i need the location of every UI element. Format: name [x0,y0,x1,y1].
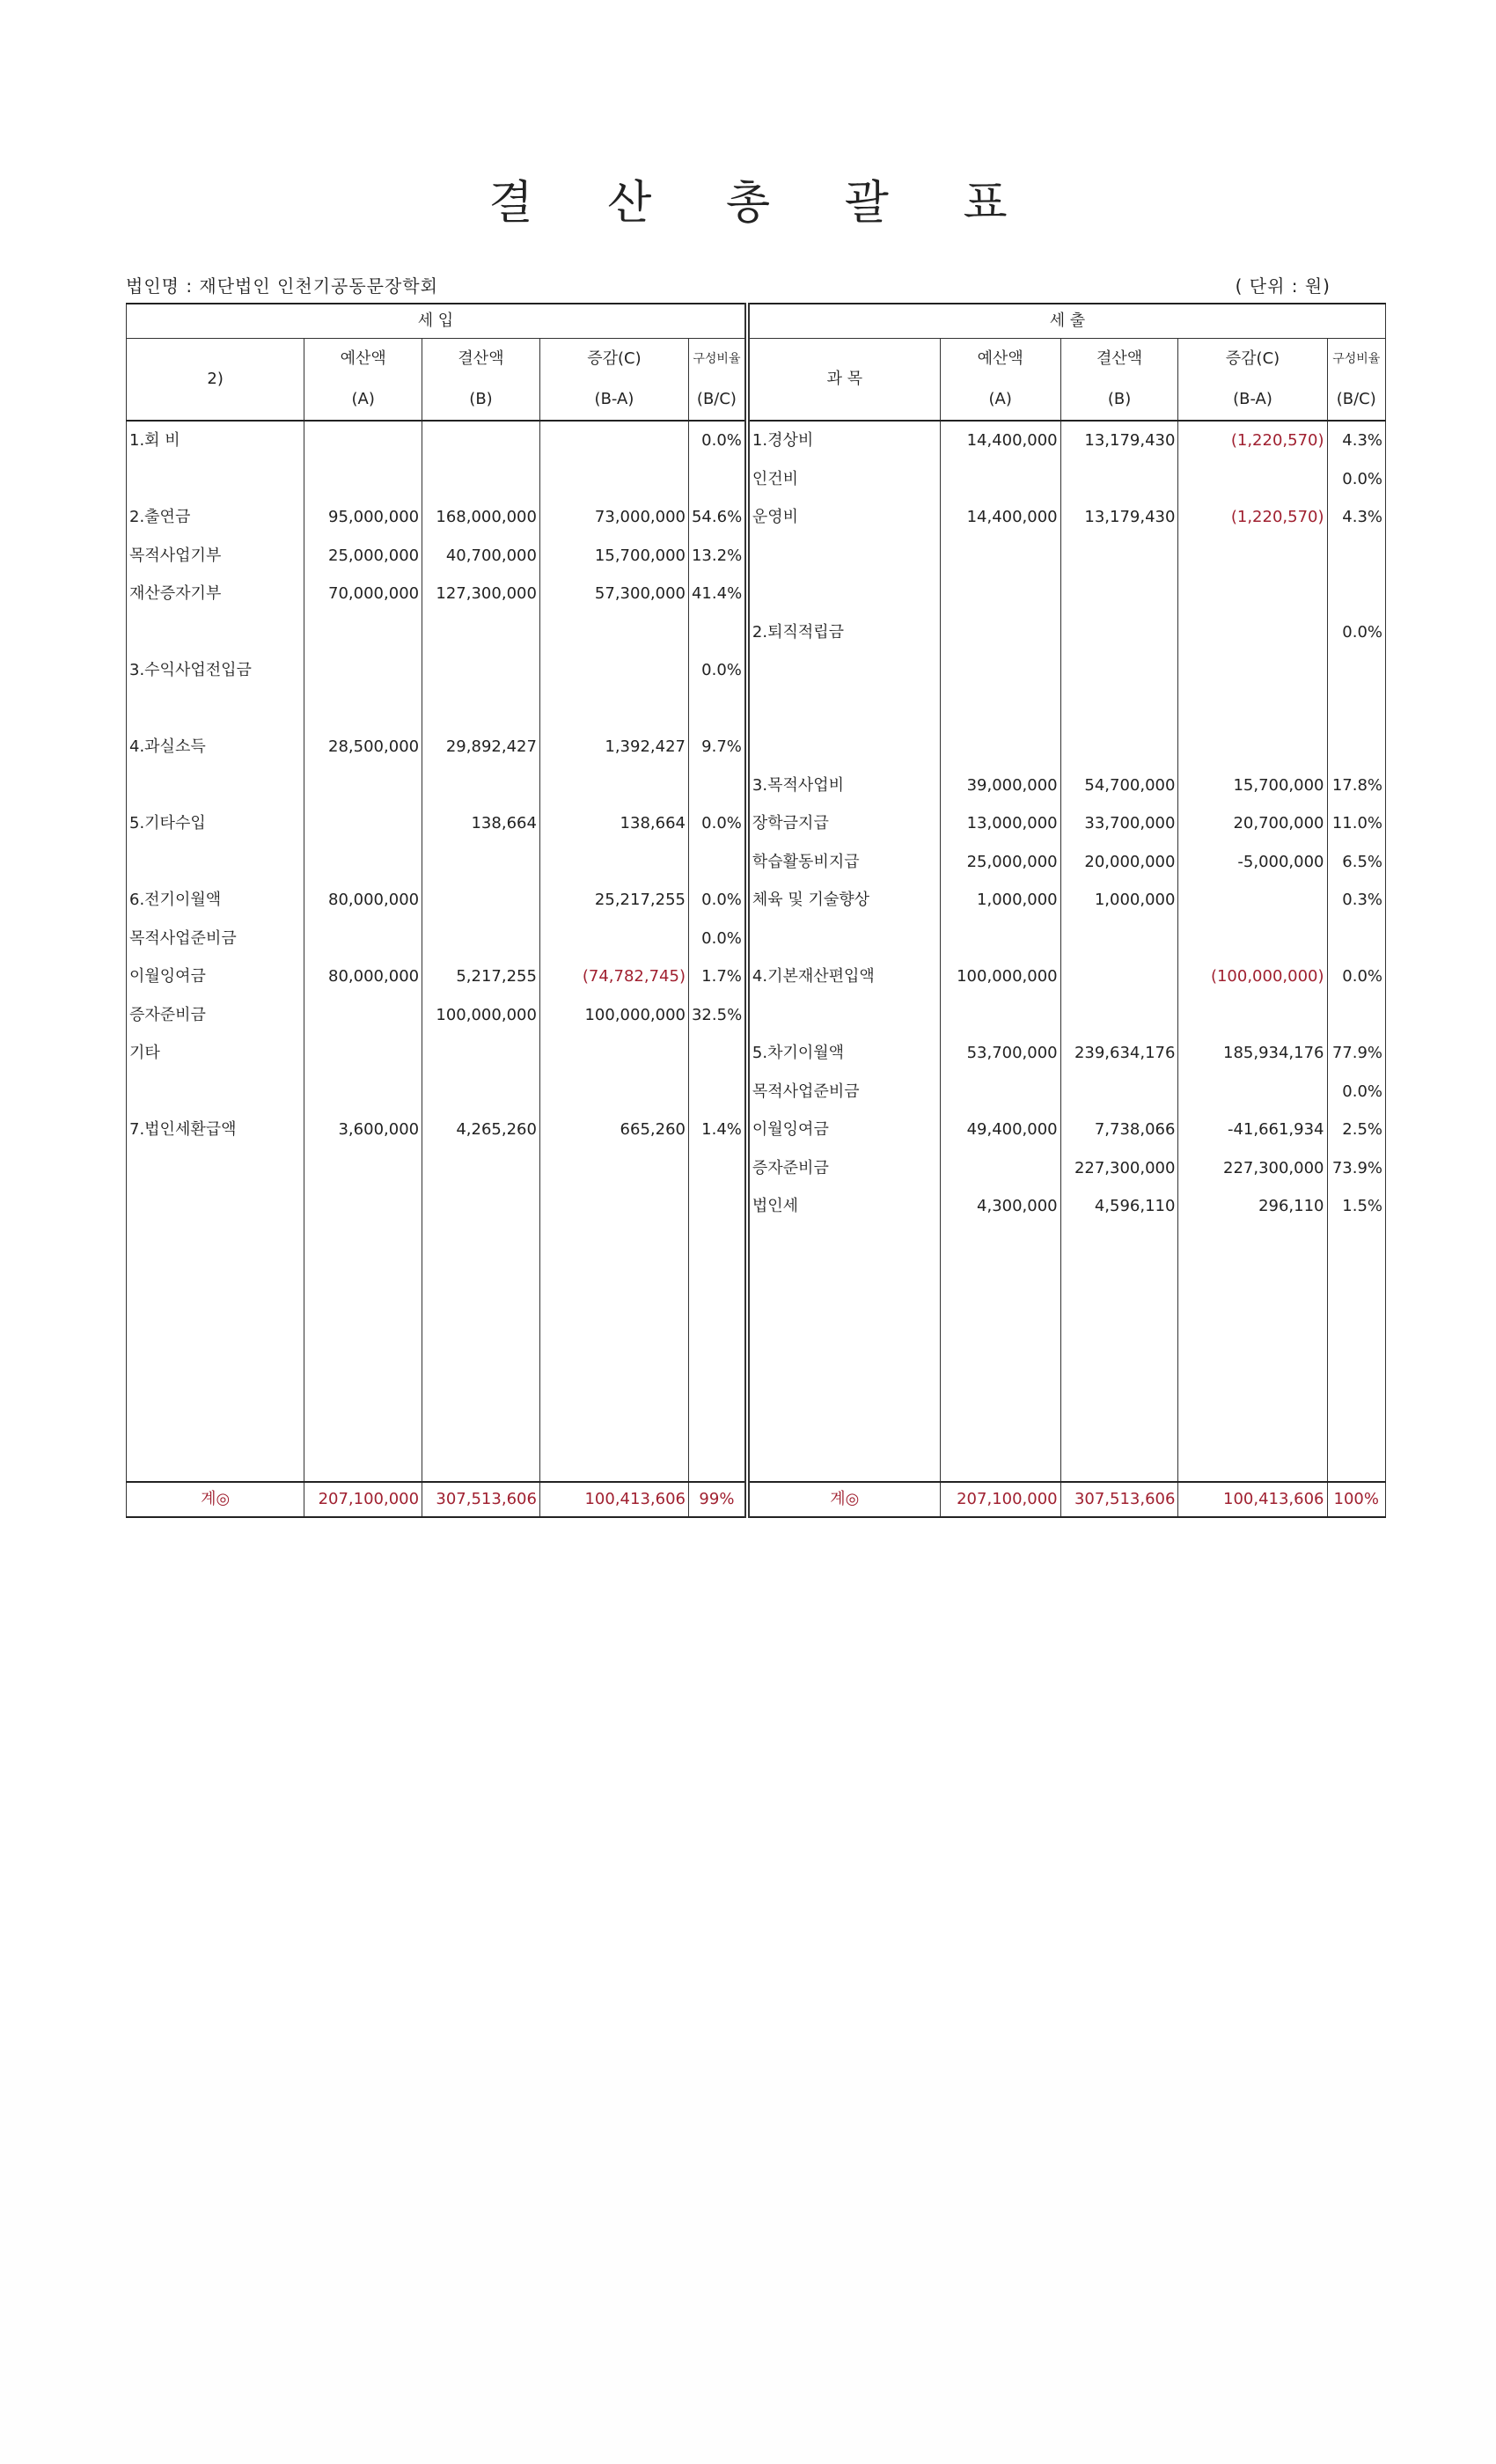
income-ratio-cell [688,1187,746,1226]
expense-item-label [747,728,940,766]
income-item-label: 6.전기이월액 [127,881,304,920]
expense-header: 세 출 [747,304,1386,339]
table-row [127,690,1386,729]
expense-settled-cell [1060,996,1178,1035]
expense-ba-header: (B-A) [1178,379,1327,421]
blank-cell [1178,1226,1327,1482]
expense-change-cell: (1,220,570) [1178,498,1327,537]
table-row [127,575,1386,613]
income-item-label: 재산증자기부 [127,575,304,613]
table-row [127,804,1386,843]
income-ratio-cell: 0.0% [688,421,746,460]
income-ratio-cell: 1.7% [688,957,746,996]
expense-total-ratio: 100% [1327,1482,1385,1517]
expense-budget-cell [940,537,1060,576]
table-row [127,1149,1386,1188]
table-row [127,766,1386,805]
blank-cell [127,1226,304,1482]
income-change-cell: 138,664 [539,804,688,843]
income-change-cell [539,920,688,958]
blank-cell [539,1226,688,1482]
expense-budget-cell [940,996,1060,1035]
table-row [127,996,1386,1035]
income-settled-cell: 5,217,255 [422,957,540,996]
table-row [127,843,1386,882]
expense-item-label: 3.목적사업비 [747,766,940,805]
expense-total-change: 100,413,606 [1178,1482,1327,1517]
table-row [127,421,1386,460]
expense-ratio-cell: 0.0% [1327,1073,1385,1111]
income-item-label [127,1187,304,1226]
expense-item-label: 2.퇴직적립금 [747,613,940,652]
expense-item-label: 체육 및 기술향상 [747,881,940,920]
income-item-label [127,843,304,882]
income-change-cell: 665,260 [539,1111,688,1149]
income-settled-cell [422,881,540,920]
expense-settled-cell: 54,700,000 [1060,766,1178,805]
expense-budget-cell [940,1149,1060,1188]
income-budget-cell [304,690,422,729]
income-total-settled: 307,513,606 [422,1482,540,1517]
expense-settled-cell [1060,690,1178,729]
expense-change-cell [1178,613,1327,652]
expense-settled-cell [1060,460,1178,499]
income-budget-cell: 3,600,000 [304,1111,422,1149]
income-total-label: 계◎ [127,1482,304,1517]
unit-label: ( 단위 : 원) [1235,275,1331,297]
income-change-cell: 1,392,427 [539,728,688,766]
total-row [127,1482,1386,1517]
expense-ratio-cell [1327,537,1385,576]
income-settled-header: 결산액 [422,339,540,380]
income-settled-cell: 168,000,000 [422,498,540,537]
income-item-label [127,766,304,805]
expense-change-cell [1178,881,1327,920]
expense-settled-cell [1060,537,1178,576]
income-change-cell [539,1149,688,1188]
income-budget-cell [304,766,422,805]
income-ratio-cell [688,1034,746,1073]
expense-change-cell: 20,700,000 [1178,804,1327,843]
income-item-label: 7.법인세환급액 [127,1111,304,1149]
expense-total-budget: 207,100,000 [940,1482,1060,1517]
expense-ratio-cell [1327,575,1385,613]
expense-settled-cell: 227,300,000 [1060,1149,1178,1188]
expense-ratio-cell [1327,728,1385,766]
expense-item-label [747,920,940,958]
expense-item-label: 4.기본재산편입액 [747,957,940,996]
income-change-header: 증감(C) [539,339,688,380]
expense-item-label: 5.차기이월액 [747,1034,940,1073]
expense-settled-cell: 4,596,110 [1060,1187,1178,1226]
income-change-cell [539,690,688,729]
income-budget-cell [304,843,422,882]
expense-b-header: (B) [1060,379,1178,421]
expense-change-header: 증감(C) [1178,339,1327,380]
table-row [127,498,1386,537]
income-change-cell: 100,000,000 [539,996,688,1035]
income-change-cell [539,843,688,882]
blank-cell [422,1226,540,1482]
table-row [127,881,1386,920]
income-item-label [127,613,304,652]
expense-budget-cell: 1,000,000 [940,881,1060,920]
expense-change-cell: 227,300,000 [1178,1149,1327,1188]
blank-cell [1060,1226,1178,1482]
expense-item-label: 인건비 [747,460,940,499]
income-budget-cell: 95,000,000 [304,498,422,537]
table-header-row-2 [127,339,1386,380]
expense-ratio-cell: 4.3% [1327,498,1385,537]
income-budget-cell: 70,000,000 [304,575,422,613]
income-settled-cell [422,460,540,499]
blank-row [127,1226,1386,1482]
expense-a-header: (A) [940,379,1060,421]
income-budget-cell [304,804,422,843]
expense-ratio-cell: 2.5% [1327,1111,1385,1149]
expense-item-label: 증자준비금 [747,1149,940,1188]
income-settled-cell: 100,000,000 [422,996,540,1035]
income-ratio-cell: 41.4% [688,575,746,613]
expense-change-cell [1178,651,1327,690]
expense-budget-cell [940,575,1060,613]
expense-settled-cell: 1,000,000 [1060,881,1178,920]
income-budget-cell [304,613,422,652]
income-settled-cell [422,651,540,690]
income-change-cell: 57,300,000 [539,575,688,613]
income-ratio-cell [688,460,746,499]
page-margin [0,2050,1496,2464]
income-ratio-cell [688,1149,746,1188]
expense-item-label [747,996,940,1035]
income-item-label: 증자준비금 [127,996,304,1035]
income-change-cell: 15,700,000 [539,537,688,576]
income-budget-cell [304,1073,422,1111]
expense-settled-cell [1060,613,1178,652]
table-row [127,613,1386,652]
table-row [127,957,1386,996]
income-ratio-cell: 9.7% [688,728,746,766]
expense-settled-cell [1060,920,1178,958]
table-row [127,1034,1386,1073]
organization-name: 법인명 : 재단법인 인천기공동문장학회 [126,275,438,297]
expense-ratio-cell: 17.8% [1327,766,1385,805]
income-ratio-cell [688,766,746,805]
expense-budget-cell [940,460,1060,499]
income-change-cell [539,651,688,690]
income-budget-cell [304,996,422,1035]
expense-settled-header: 결산액 [1060,339,1178,380]
income-ratio-cell [688,843,746,882]
income-budget-cell [304,1034,422,1073]
income-ratio-cell [688,1073,746,1111]
expense-settled-cell: 13,179,430 [1060,421,1178,460]
expense-item-label [747,575,940,613]
expense-item-label: 법인세 [747,1187,940,1226]
income-change-cell: 73,000,000 [539,498,688,537]
page-title: 결 산 총 괄 표 [488,177,1038,230]
income-settled-cell [422,613,540,652]
expense-settled-cell [1060,1073,1178,1111]
income-item-label: 5.기타수입 [127,804,304,843]
expense-change-cell [1178,690,1327,729]
expense-settled-cell: 13,179,430 [1060,498,1178,537]
income-item-label [127,1149,304,1188]
income-settled-cell [422,1034,540,1073]
income-ratio-cell [688,613,746,652]
table-row [127,728,1386,766]
income-total-change: 100,413,606 [539,1482,688,1517]
income-settled-cell [422,1073,540,1111]
expense-ratio-cell [1327,651,1385,690]
income-settled-cell: 4,265,260 [422,1111,540,1149]
expense-budget-cell: 4,300,000 [940,1187,1060,1226]
subject-header: 과 목 [747,339,940,422]
income-item-label: 1.회 비 [127,421,304,460]
income-a-header: (A) [304,379,422,421]
income-ratio-cell: 0.0% [688,804,746,843]
income-change-cell [539,460,688,499]
expense-settled-cell: 20,000,000 [1060,843,1178,882]
income-change-cell [539,1187,688,1226]
expense-budget-cell: 49,400,000 [940,1111,1060,1149]
income-change-cell [539,1034,688,1073]
expense-bc-header: (B/C) [1327,379,1385,421]
income-settled-cell: 138,664 [422,804,540,843]
table-row [127,537,1386,576]
expense-change-cell [1178,460,1327,499]
expense-change-cell: 296,110 [1178,1187,1327,1226]
income-change-cell [539,421,688,460]
expense-budget-header: 예산액 [940,339,1060,380]
income-ratio-cell: 0.0% [688,651,746,690]
expense-ratio-cell: 6.5% [1327,843,1385,882]
income-item-label [127,1073,304,1111]
expense-change-cell [1178,996,1327,1035]
income-change-cell: (74,782,745) [539,957,688,996]
expense-budget-cell [940,613,1060,652]
income-settled-cell: 29,892,427 [422,728,540,766]
table-row [127,1187,1386,1226]
expense-change-cell [1178,728,1327,766]
expense-change-cell: -5,000,000 [1178,843,1327,882]
income-settled-cell [422,1187,540,1226]
left-label: 2) [127,339,304,422]
expense-budget-cell: 25,000,000 [940,843,1060,882]
expense-item-label [747,690,940,729]
expense-change-cell: -41,661,934 [1178,1111,1327,1149]
income-header: 세 입 [127,304,747,339]
expense-budget-cell [940,690,1060,729]
income-ratio-cell: 0.0% [688,881,746,920]
expense-budget-cell: 14,400,000 [940,498,1060,537]
income-budget-cell [304,1187,422,1226]
expense-item-label: 이월잉여금 [747,1111,940,1149]
income-item-label: 이월잉여금 [127,957,304,996]
income-budget-cell: 80,000,000 [304,957,422,996]
blank-cell [940,1226,1060,1482]
expense-ratio-cell: 0.0% [1327,613,1385,652]
expense-item-label: 운영비 [747,498,940,537]
income-item-label: 목적사업준비금 [127,920,304,958]
income-change-cell [539,766,688,805]
expense-ratio-cell: 0.3% [1327,881,1385,920]
income-change-cell [539,1073,688,1111]
table-row [127,920,1386,958]
expense-item-label: 1.경상비 [747,421,940,460]
income-budget-cell [304,651,422,690]
income-budget-cell: 25,000,000 [304,537,422,576]
expense-change-cell [1178,575,1327,613]
table-row [127,1111,1386,1149]
income-b-header: (B) [422,379,540,421]
income-ratio-cell: 54.6% [688,498,746,537]
income-budget-header: 예산액 [304,339,422,380]
expense-settled-cell: 7,738,066 [1060,1111,1178,1149]
income-ratio-cell [688,690,746,729]
table-row [127,460,1386,499]
income-change-cell [539,613,688,652]
expense-ratio-cell: 11.0% [1327,804,1385,843]
income-settled-cell [422,920,540,958]
income-settled-cell [422,1149,540,1188]
income-budget-cell [304,920,422,958]
expense-budget-cell [940,651,1060,690]
income-item-label: 3.수익사업전입금 [127,651,304,690]
blank-cell [688,1226,746,1482]
expense-budget-cell: 53,700,000 [940,1034,1060,1073]
expense-change-cell [1178,1073,1327,1111]
income-total-ratio: 99% [688,1482,746,1517]
income-settled-cell: 40,700,000 [422,537,540,576]
table-row [127,651,1386,690]
expense-budget-cell [940,920,1060,958]
table-row [127,1073,1386,1111]
income-settled-cell: 127,300,000 [422,575,540,613]
expense-change-cell: (1,220,570) [1178,421,1327,460]
income-ratio-cell: 13.2% [688,537,746,576]
income-settled-cell [422,843,540,882]
income-ratio-cell: 1.4% [688,1111,746,1149]
settlement-table [126,303,1386,1518]
expense-budget-cell: 100,000,000 [940,957,1060,996]
income-item-label: 4.과실소득 [127,728,304,766]
expense-ratio-header: 구성비율 [1327,339,1385,380]
expense-change-cell [1178,920,1327,958]
expense-settled-cell: 239,634,176 [1060,1034,1178,1073]
expense-settled-cell [1060,575,1178,613]
expense-item-label: 목적사업준비금 [747,1073,940,1111]
expense-change-cell: 15,700,000 [1178,766,1327,805]
blank-cell [1327,1226,1385,1482]
income-settled-cell [422,690,540,729]
expense-ratio-cell: 73.9% [1327,1149,1385,1188]
expense-item-label [747,651,940,690]
expense-budget-cell: 13,000,000 [940,804,1060,843]
income-budget-cell: 28,500,000 [304,728,422,766]
income-budget-cell: 80,000,000 [304,881,422,920]
expense-ratio-cell: 4.3% [1327,421,1385,460]
expense-item-label [747,537,940,576]
expense-total-label: 계◎ [747,1482,940,1517]
income-settled-cell [422,766,540,805]
income-ratio-header: 구성비율 [688,339,746,380]
expense-settled-cell [1060,728,1178,766]
expense-settled-cell: 33,700,000 [1060,804,1178,843]
expense-ratio-cell [1327,920,1385,958]
income-ba-header: (B-A) [539,379,688,421]
expense-ratio-cell: 77.9% [1327,1034,1385,1073]
expense-change-cell: 185,934,176 [1178,1034,1327,1073]
expense-ratio-cell [1327,690,1385,729]
income-item-label: 목적사업기부 [127,537,304,576]
income-ratio-cell: 32.5% [688,996,746,1035]
income-budget-cell [304,1149,422,1188]
expense-budget-cell [940,728,1060,766]
income-settled-cell [422,421,540,460]
expense-change-cell [1178,537,1327,576]
income-item-label [127,460,304,499]
expense-settled-cell [1060,651,1178,690]
income-bc-header: (B/C) [688,379,746,421]
table-header-row-1 [127,304,1386,339]
expense-item-label: 학습활동비지급 [747,843,940,882]
income-item-label: 2.출연금 [127,498,304,537]
expense-total-settled: 307,513,606 [1060,1482,1178,1517]
income-item-label [127,690,304,729]
expense-change-cell: (100,000,000) [1178,957,1327,996]
income-budget-cell [304,460,422,499]
income-budget-cell [304,421,422,460]
expense-ratio-cell [1327,996,1385,1035]
income-item-label: 기타 [127,1034,304,1073]
expense-ratio-cell: 0.0% [1327,957,1385,996]
expense-settled-cell [1060,957,1178,996]
expense-item-label: 장학금지급 [747,804,940,843]
income-total-budget: 207,100,000 [304,1482,422,1517]
income-ratio-cell: 0.0% [688,920,746,958]
expense-ratio-cell: 1.5% [1327,1187,1385,1226]
expense-budget-cell [940,1073,1060,1111]
expense-budget-cell: 39,000,000 [940,766,1060,805]
blank-cell [304,1226,422,1482]
expense-ratio-cell: 0.0% [1327,460,1385,499]
blank-cell [747,1226,940,1482]
expense-budget-cell: 14,400,000 [940,421,1060,460]
income-change-cell: 25,217,255 [539,881,688,920]
